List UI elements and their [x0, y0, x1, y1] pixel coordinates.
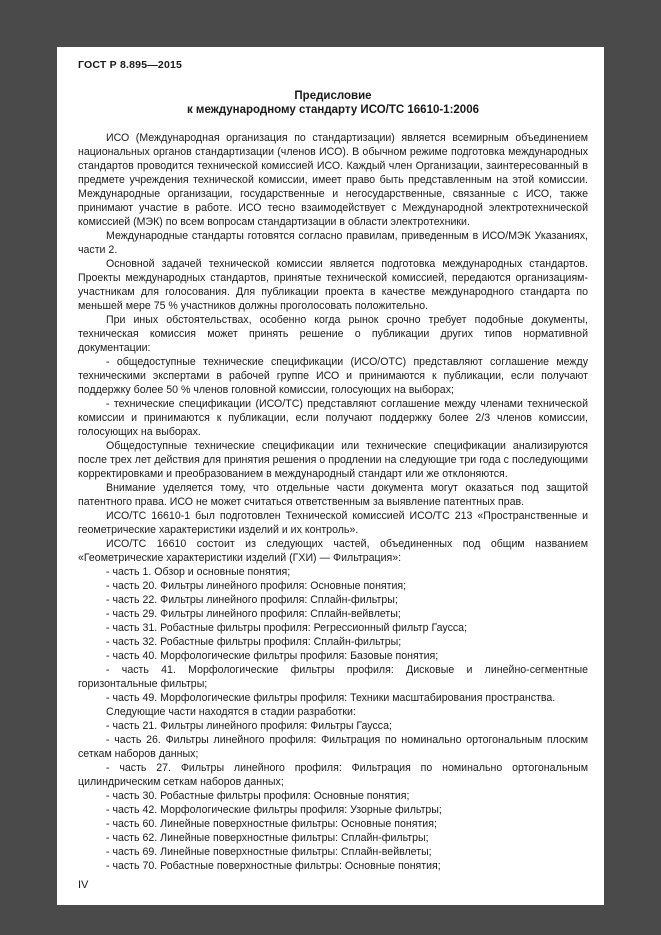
paragraph: - часть 40. Морфологические фильтры профиля: Базовые понятия; — [106, 650, 439, 662]
paragraph: - часть 29. Фильтры линейного профиля: Сплайн-вейвлеты; — [106, 608, 401, 620]
paragraph: - часть 42. Морфологические фильтры профиля: Узорные фильтры; — [106, 804, 442, 816]
paragraph: Общедоступные технические спецификации или технические спецификации анализируются после трех лет действия для принятия решения о продлении на следующие три года с последующими корректировками и преобразованием в международный стандарт или же отклоняются. — [78, 440, 588, 480]
paragraph: - часть 49. Морфологические фильтры профиля: Техники масштабирования пространства. — [106, 692, 556, 704]
foreword-title — [78, 89, 588, 117]
paragraph: - часть 70. Робастные поверхностные фильтры: Основные понятия; — [106, 860, 441, 872]
standard-designation: ГОСТ Р 8.895—2015 — [78, 59, 183, 71]
paragraph: - часть 26. Фильтры линейного профиля: Фильтрация по номинально ортогональным плоским сеткам наборов данных; — [78, 734, 588, 760]
paragraph: ИСО (Международная организация по стандартизации) является всемирным объединением национальных органов стандартизации (членов ИСО). В обычном режиме подготовка международных стандартов проводится технической комиссией ИСО. Каждый член Организации, заинтересованный в предмете учреждения технической комиссии, имеет право быть представленным на этой комиссии. Международные организации, государственные и негосударственные, связанные с ИСО, также принимают участие в работе. ИСО тесно взаимодействует с Международной электротехнической комиссией (МЭК) по всем вопросам стандартизации в области электротехники. — [78, 132, 588, 228]
paragraph: - часть 31. Робастные фильтры профиля: Регрессионный фильтр Гаусса; — [106, 622, 468, 634]
paragraph: - общедоступные технические спецификации (ИСО/ОТС) представляют соглашение между техническими экспертами в рабочей группе ИСО и принимаются к публикации, если получают поддержку более 50 % членов головной комиссии, голосующих на выборах; — [78, 356, 588, 396]
paragraph: ИСО/ТС 16610 состоит из следующих частей, объединенных под общим названием «Геометрические характеристики изделий (ГХИ) — Фильтрация»: — [78, 538, 588, 564]
paragraph: ИСО/ТС 16610-1 был подготовлен Технической комиссией ИСО/ТС 213 «Пространственные и геометрические характеристики изделий и их контроль». — [78, 510, 588, 536]
foreword-title-line2: к международному стандарту ИСО/ТС 16610-1:2006 — [186, 104, 479, 116]
document-page — [57, 47, 604, 905]
paragraph: - часть 20. Фильтры линейного профиля: Основные понятия; — [106, 580, 407, 592]
foreword-title-line1: Предисловие — [294, 90, 372, 102]
paragraph: - часть 60. Линейные поверхностные фильтры: Основные понятия; — [106, 818, 437, 830]
paragraph: - часть 21. Фильтры линейного профиля: Фильтры Гаусса; — [106, 720, 392, 732]
paragraph: Следующие части находятся в стадии разработки: — [106, 706, 356, 718]
paragraph: - часть 1. Обзор и основные понятия; — [106, 566, 291, 578]
paragraph: - часть 62. Линейные поверхностные фильтры: Сплайн-фильтры; — [106, 832, 429, 844]
paragraph: - технические спецификации (ИСО/ТС) представляют соглашение между членами технической комиссии и принимаются к публикации, если получают поддержку более 2/3 членов комиссии, голосующих на выборах. — [78, 398, 588, 438]
page-number: IV — [78, 879, 89, 891]
paragraph: - часть 32. Робастные фильтры профиля: Сплайн-фильтры; — [106, 636, 402, 648]
paragraph: - часть 30. Робастные фильтры профиля: Основные понятия; — [106, 790, 410, 802]
paragraph: - часть 69. Линейные поверхностные фильтры: Сплайн-вейвлеты; — [106, 846, 432, 858]
paragraph: - часть 41. Морфологические фильтры профиля: Дисковые и линейно-сегментные горизонтальные фильтры; — [78, 664, 588, 690]
foreword-body — [78, 131, 588, 873]
paragraph: При иных обстоятельствах, особенно когда рынок срочно требует подобные документы, техническая комиссия может принять решение о публикации других типов нормативной документации: — [78, 314, 588, 354]
paragraph: Международные стандарты готовятся согласно правилам, приведенным в ИСО/МЭК Указаниях, части 2. — [78, 230, 588, 256]
paragraph: - часть 27. Фильтры линейного профиля: Фильтрация по номинально ортогональным цилиндрическим сеткам наборов данных; — [78, 762, 588, 788]
paragraph: - часть 22. Фильтры линейного профиля: Сплайн-фильтры; — [106, 594, 398, 606]
paragraph: Основной задачей технической комиссии является подготовка международных стандартов. Проекты международных стандартов, принятые технической комиссией, передаются организациям-участникам для голосования. Для публикации проекта в качестве международного стандарта по меньшей мере 75 % участников должны проголосовать положительно. — [78, 258, 588, 312]
paragraph: Внимание уделяется тому, что отдельные части документа могут оказаться под защитой патентного права. ИСО не может считаться ответственным за выявление патентных прав. — [78, 482, 588, 508]
